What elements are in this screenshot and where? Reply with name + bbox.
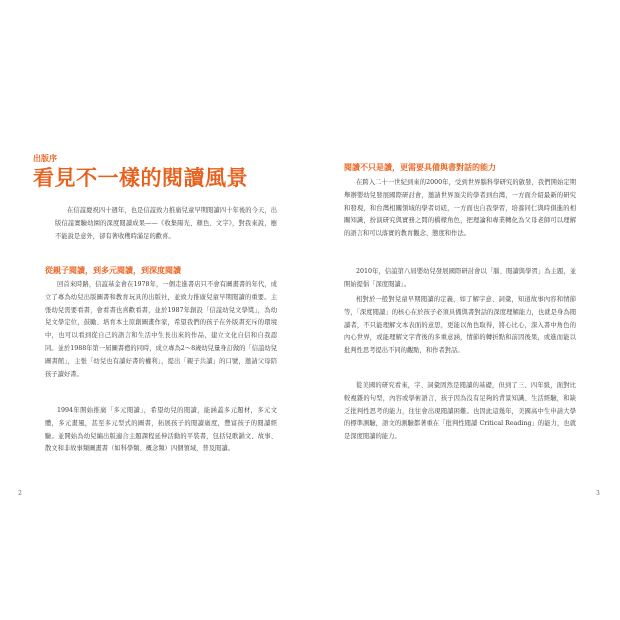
body-paragraph: 1994年開始推廣「多元閱讀」，希望幼兒的閱讀，能涵蓋多元題材，多元文體，多元畫風，甚至多元型式的圖書，拓展孩子的閱讀廣度，豐富孩子的閱讀經驗。並開始為幼兒編出版適合主題課程延伸活動的平裝書，包括兒歌韻文、故事、散文和非故事類圖畫書（如科學類、概念類）四個領域，普及閱讀。 <box>45 407 277 453</box>
page-title: 看見不一樣的閱讀風景 <box>33 165 248 190</box>
body-paragraph: 在跨入二十一世紀到來的2000年，受到世界腦科學研究的啟發，我們開始定期舉辦嬰幼兒發展國際研討會，邀請世界頂尖的學者到台灣，一方面介紹最新的研究和發現，和台灣相關領域的學者切磋，一方面也自我學習，培養同仁與時俱進的相關知識，扮演研究與實務之間的橋樑角色，把理論和專業轉化為父母老師可以理解的語言和可以落實的教育觀念、態度和作法。 <box>344 179 576 238</box>
body-paragraph: 回首來時路，信誼基金會在1978年，一個走進書店只不會有圖畫書的年代，成立了專為幼兒出版圖書和教育玩具的出版社，並致力推廣兒童早期閱讀的重要。主張幼兒需要看書，會看書也喜歡看書，並於1987年創設「信誼幼兒文學獎」，為幼兒文學定位，鼓勵、培育本土原創圖畫作家，希望我們的孩子在外版書充斥的環境中，也可以看到從自己的語言和生活中生長出來的作品，建立文化自信和自我認同。並於1988年第一屆圖書禮的同時，成立專為2〜8歲幼兒量身訂做的「信誼幼兒圖書館」，主張「幼兒也有讀好書的權利」，提出「親子共讀」的口號，邀請父母陪孩子讀好書。 <box>45 281 277 378</box>
page-number-right: 3 <box>596 490 600 497</box>
preface-label: 出版序 <box>33 153 57 163</box>
intro-paragraph: 在信誼慶祝四十週年，也是信誼致力推廣兒童早期閱讀四十年後的今天，出版信誼實驗幼園的深度閱讀成果——《收集陽光、顏色、文字》，對我來說，應不能說是意外，卻有著收穫時滿足的歡喜。 <box>55 207 277 240</box>
right-page <box>310 0 620 620</box>
section-heading-reading-evolution: 從親子閱讀，到多元閱讀，到深度閱讀 <box>45 265 181 275</box>
section-heading-deep-reading: 閱讀不只是讀，更需要具備與書對話的能力 <box>344 162 496 172</box>
body-paragraph: 相對於一般對兒童早期閱讀的定義，如了解字意、詞彙，知道故事內容和情節等，「深度閱讀」的核心在於孩子必須具備與書對話的深度理解能力，也就是身為閱讀者，不只能理解文本表面的意思，更能以角色取得，將心比心，深入書中角色的內心世界，或能理解文字背後的多重意涵，情節的轉折點和前因後果，或進而能以批判性思考提出不同的觀點，和作者對話。 <box>344 296 576 355</box>
body-paragraph: 從美國的研究看來，字、詞彙固然是閱讀的基礎，但到了三、四年級，面對比較複雜的句型，內容或學術語言，孩子因為沒有足夠的背景知識、生活經驗，和缺乏批判性思考的能力，往往會出現閱讀困難。也因此這幾年，美國高中生申請大學的標準測驗，語文的測驗都著重在「批判性閱讀 Critical Reading」的能力，也就是深度閱讀的能力。 <box>344 382 576 441</box>
body-paragraph: 2010年，信誼第八屆嬰幼兒發展國際研討會以「腦、閱讀與學習」為主題，並開始提倡「深度閱讀」。 <box>344 268 576 288</box>
page-number-left: 2 <box>18 490 22 497</box>
